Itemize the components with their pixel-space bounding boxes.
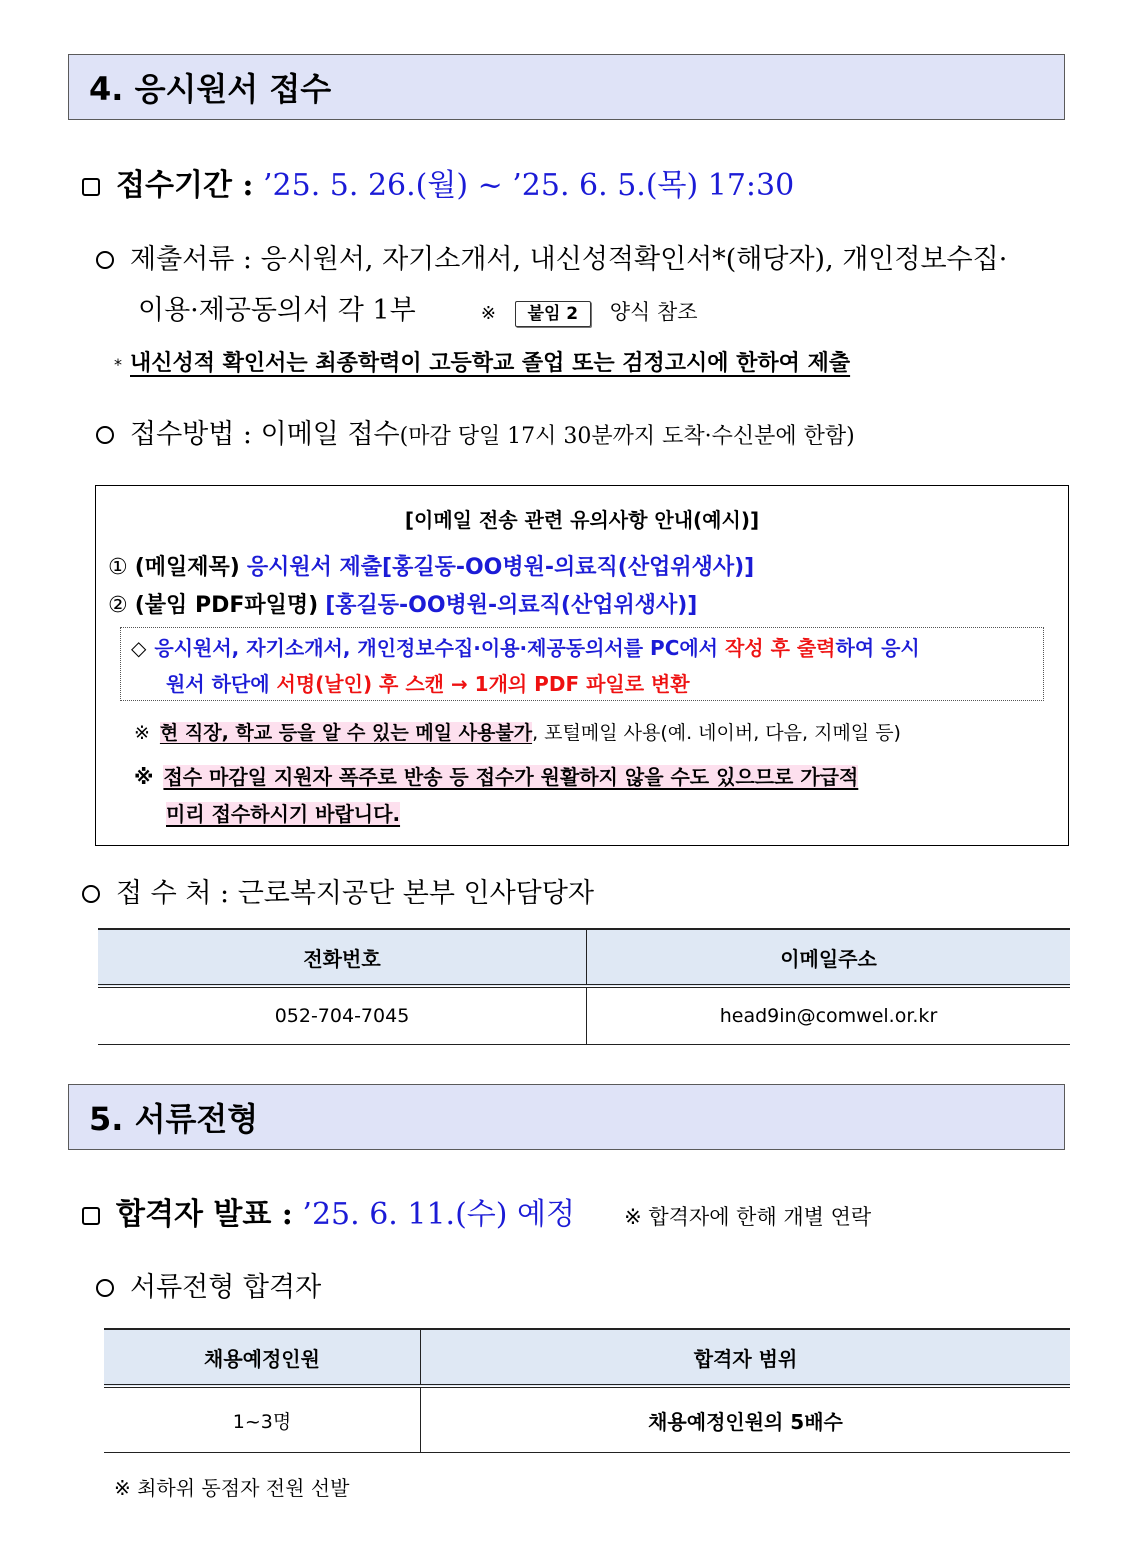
note1-highlight: 현 직장, 학교 등을 알 수 있는 메일 사용불가 — [159, 722, 533, 744]
item1-label: (메일제목) — [134, 555, 240, 580]
pdf-instruction-box — [120, 627, 1044, 701]
pdf-instruction-line-2 — [166, 668, 690, 697]
announce-value: ’25. 6. 11.(수) 예정 — [302, 1197, 575, 1232]
notice-note-1 — [134, 718, 901, 745]
bullet-circle-icon — [96, 426, 114, 444]
note2-line-1: 접수 마감일 지원자 폭주로 반송 등 접수가 원활하지 않을 수도 있으므로 가급적 — [163, 765, 859, 789]
contact-table — [98, 928, 1070, 1045]
bullet-circle-icon — [82, 885, 100, 903]
checkbox-square-icon — [82, 1207, 100, 1225]
announce-line — [82, 1189, 871, 1233]
instruction-text-c: 하여 응시 — [835, 636, 920, 660]
attachment-badge: 붙임 2 — [515, 301, 592, 327]
pass-header-range: 합격자 범위 — [421, 1329, 1071, 1386]
footnote-text: 내신성적 확인서는 최종학력이 고등학교 졸업 또는 검정고시에 한하여 제출 — [130, 351, 851, 376]
section-5-header — [68, 1084, 1065, 1150]
announce-label: 합격자 발표 : — [116, 1197, 293, 1232]
contact-header-email: 이메일주소 — [587, 929, 1071, 986]
item1-num: ① — [108, 555, 128, 580]
period-line — [82, 160, 794, 204]
method-label: 접수방법 : — [130, 419, 253, 450]
item1-value: 응시원서 제출[홍길동-OO병원-의료직(산업위생사)] — [246, 555, 755, 580]
docs-line-1 — [96, 237, 1007, 276]
docs-value-1: 응시원서, 자기소개서, 내신성적확인서*(해당자), 개인정보수집· — [260, 244, 1008, 275]
instruction-text-b: 작성 후 출력 — [724, 636, 836, 660]
instruction-text-d: 원서 하단에 — [166, 672, 277, 696]
note1-mark: ※ — [134, 722, 150, 744]
contact-email[interactable]: head9in@comwel.or.kr — [587, 986, 1071, 1045]
item2-value: [홍길동-OO병원-의료직(산업위생사)] — [325, 593, 698, 618]
docs-line-2 — [138, 288, 698, 327]
notice-item-1 — [108, 550, 754, 581]
method-value: 이메일 접수 — [260, 419, 400, 450]
pass-table — [104, 1328, 1070, 1453]
docs-label: 제출서류 : — [130, 244, 253, 275]
instruction-text-a: 응시원서, 자기소개서, 개인정보수집·이용·제공동의서를 PC에서 — [154, 636, 725, 660]
checkbox-square-icon — [82, 178, 100, 196]
docs-value-2: 이용·제공동의서 각 1부 — [138, 295, 416, 326]
receiver-value: 근로복지공단 본부 인사담당자 — [237, 878, 594, 909]
pass-range: 채용예정인원의 5배수 — [421, 1386, 1071, 1453]
method-line — [96, 412, 855, 451]
bullet-circle-icon — [96, 1279, 114, 1297]
section-4-title: 4. 응시원서 접수 — [89, 70, 332, 108]
pass-count: 1~3명 — [104, 1386, 421, 1453]
notice-note-2 — [134, 761, 858, 790]
announce-note: ※ 합격자에 한해 개별 연락 — [624, 1205, 872, 1229]
pass-sub-label: 서류전형 합격자 — [130, 1272, 322, 1303]
contact-phone: 052-704-7045 — [98, 986, 587, 1045]
section-4-header — [68, 54, 1065, 120]
note2-line-2: 미리 접수하시기 바랍니다. — [166, 802, 401, 826]
reference-mark: ※ — [480, 303, 496, 324]
notice-item-2 — [108, 588, 697, 619]
contact-header-phone: 전화번호 — [98, 929, 587, 986]
note2-mark: ※ — [134, 765, 154, 789]
pass-header-count: 채용예정인원 — [104, 1329, 421, 1386]
diamond-icon: ◇ — [131, 636, 147, 660]
period-label: 접수기간 : — [116, 168, 254, 203]
docs-footnote — [114, 346, 850, 377]
footnote-mark: * — [114, 355, 122, 374]
pass-footnote: ※ 최하위 동점자 전원 선발 — [114, 1476, 350, 1500]
item2-num: ② — [108, 593, 128, 618]
instruction-text-e: 서명(날인) 후 스캔 → 1개의 PDF 파일로 변환 — [276, 672, 690, 696]
notice-note-2b — [166, 798, 400, 827]
bullet-circle-icon — [96, 251, 114, 269]
notice-title: [이메일 전송 관련 유의사항 안내(예시)] — [404, 508, 760, 532]
method-note: (마감 당일 17시 30분까지 도착·수신분에 한함) — [399, 424, 855, 449]
receiver-line — [82, 871, 594, 910]
pass-sub-line — [96, 1265, 321, 1304]
item2-label: (붙임 PDF파일명) — [134, 593, 319, 618]
pdf-instruction-line-1 — [131, 632, 920, 661]
email-notice-box — [95, 485, 1069, 846]
section-5-title: 5. 서류전형 — [89, 1100, 259, 1138]
reference-suffix: 양식 참조 — [609, 300, 698, 324]
receiver-label: 접 수 처 : — [116, 878, 230, 909]
note1-rest: , 포털메일 사용(예. 네이버, 다음, 지메일 등) — [532, 722, 901, 744]
period-value: ’25. 5. 26.(월) ~ ’25. 6. 5.(목) 17:30 — [263, 168, 795, 203]
